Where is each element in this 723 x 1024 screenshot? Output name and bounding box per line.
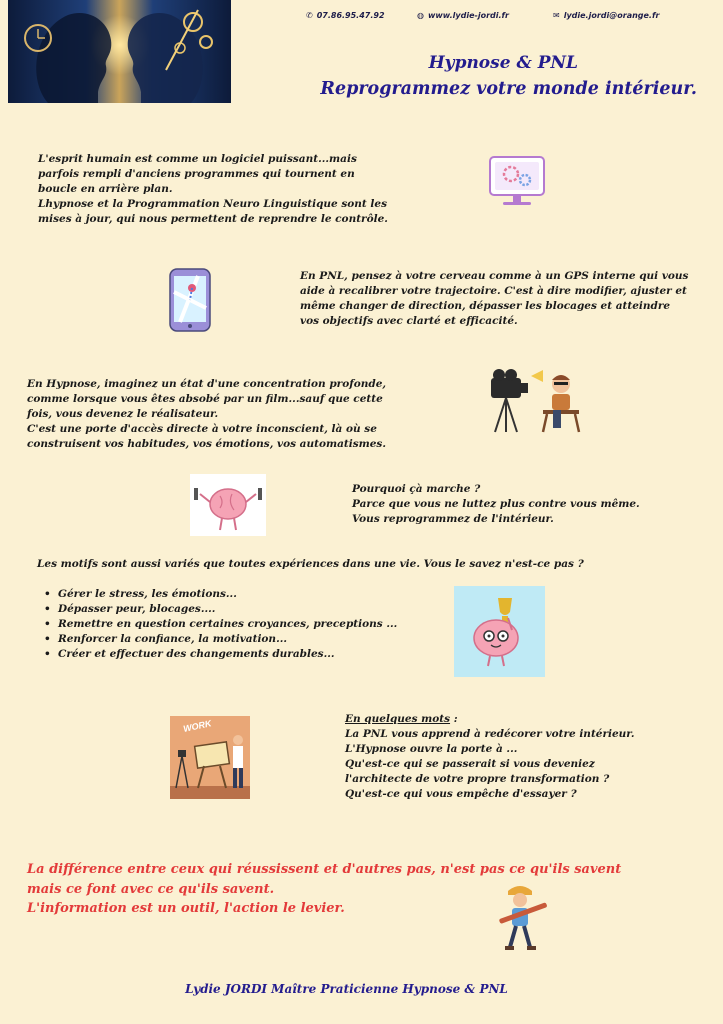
list-item: • Gérer le stress, les émotions... [40,587,440,602]
list-item: • Renforcer la confiance, la motivation... [40,632,440,647]
motifs-list [40,587,440,662]
mail-icon: ✉ [553,11,560,20]
hypnose-paragraph: En Hypnose, imaginez un état d'une concentration profonde, comme lorsque vous êtes absobé par un film...sauf que cette fois, vous devenez le réalisateur. C'est une porte d'accès directe à votre inconscient, là où se construisent vos habitudes, vos émotions, vos automatismes. [27,378,387,450]
page-subtitle: Reprogrammez votre monde intérieur. [320,79,697,99]
signature: Lydie JORDI Maître Praticienne Hypnose & PNL [185,982,508,996]
page-title: Hypnose & PNL [428,53,578,73]
why-paragraph: Pourquoi çà marche ? Parce que vous ne luttez plus contre vous même. Vous reprogrammez de l'intérieur. [352,483,640,525]
list-item: • Dépasser peur, blocages.... [40,602,440,617]
architect-drafting-icon [170,716,250,799]
phone-gps-icon [168,268,212,332]
worker-lever-icon [494,883,550,953]
summary-heading: En quelques mots : [345,713,458,725]
brain-dumbbell-icon [190,474,266,536]
closing-quote: La différence entre ceux qui réussissent et d'autres pas, n'est pas ce qu'ils savent mais ce font avec ce qu'ils savent. L'information est un outil, l'action le levier. [27,862,622,916]
summary-paragraph: En quelques mots : La PNL vous apprend à redécorer votre intérieur. L'Hypnose ouvre la porte à ... Qu'est-ce qui se passerait si vous deveniez l'architecte de votre propre transformation ? Qu'est-ce qui vous empêche d'essayer ? [345,712,685,802]
globe-icon: ◍ [417,11,424,20]
computer-gears-icon [487,154,547,212]
board-label: WORK [182,718,213,734]
contact-website[interactable]: ◍ www.lydie-jordi.fr [417,11,509,20]
brain-trophy-icon [454,586,545,677]
motifs-intro: Les motifs sont aussi variés que toutes expériences dans une vie. Vous le savez n'est-ce pas ? [37,558,584,570]
phone-icon: ✆ [306,11,313,20]
list-item: • Remettre en question certaines croyances, preceptions ... [40,617,440,632]
film-director-icon [487,366,587,436]
intro-paragraph: L'esprit humain est comme un logiciel puissant...mais parfois rempli d'anciens programmes qui tournent en boucle en arrière plan. Lhypnose et la Programmation Neuro Linguistique sont les mises à jour, qui nous permettent de reprendre le contrôle. [38,153,388,225]
list-item: • Créer et effectuer des changements durables... [40,647,440,662]
pnl-paragraph: En PNL, pensez à votre cerveau comme à un GPS interne qui vous aide à recalibrer votre trajectoire. C'est à dire modifier, ajuster et même changer de direction, dépasser les blocages et atteindre vos objectifs avec clarté et efficacité. [300,270,689,327]
contact-phone[interactable]: ✆ 07.86.95.47.92 [306,11,385,20]
contact-email[interactable]: ✉ lydie.jordi@orange.fr [553,11,660,20]
